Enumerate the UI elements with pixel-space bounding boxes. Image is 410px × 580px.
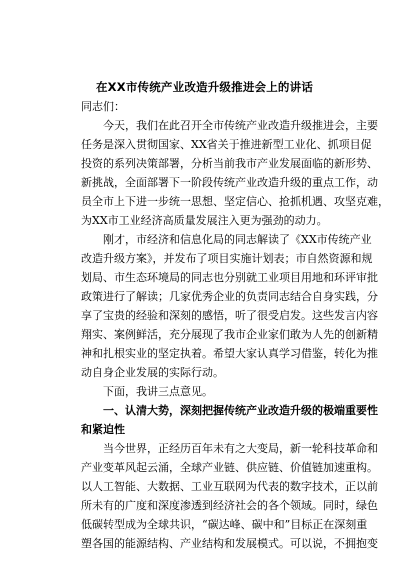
paragraph-line: 产业变革风起云涌，全球产业链、供应链、价值链加速重构。 <box>81 461 378 474</box>
paragraph-line: 享了宝贵的经验和深刻的感悟，听了很受启发。这些发言内容 <box>81 309 378 322</box>
paragraph-line: 改造升级方案》，并发布了项目实施计划表；市自然资源和规 <box>81 252 373 265</box>
paragraph-line: 划局、市生态环境局的同志也分别就工业项目用地和环评审批 <box>81 271 378 284</box>
paragraph-line: 当今世界，正经历百年未有之大变局，新一轮科技革命和 <box>103 442 378 455</box>
paragraph-line: 新挑战，全面部署下一阶段传统产业改造升级的重点工作，动 <box>81 176 378 189</box>
paragraph-line: 以人工智能、大数据、工业互联网为代表的数字技术，正以前 <box>81 480 378 493</box>
paragraph-line: 任务是深入贯彻国家、XX省关于推进新型工业化、抓项目促 <box>81 138 372 151</box>
section-heading <box>81 401 378 439</box>
paragraph-line: 投资的系列决策部署，分析当前我市产业发展面临的新形势、 <box>81 157 378 170</box>
paragraph-line: 今天，我们在此召开全市传统产业改造升级推进会，主要 <box>103 119 378 132</box>
paragraph-world-situation <box>81 439 378 553</box>
paragraph-line: 动自身企业发展的实际行动。 <box>81 366 224 379</box>
paragraph-line: 神和扎根实业的坚定执着。希望大家认真学习借鉴，转化为推 <box>81 347 378 360</box>
paragraph-opening <box>81 116 389 230</box>
document-title: 在XX市传统产业改造升级推进会上的讲话 <box>95 80 314 94</box>
paragraph-line: 所未有的广度和深度渗透到经济社会的各个领域。同时，绿色 <box>81 499 378 512</box>
paragraph-line: 为XX市工业经济高质量发展注入更为强劲的动力。 <box>81 214 328 227</box>
heading-line: 一、认清大势，深刻把握传统产业改造升级的极端重要性 <box>103 404 378 417</box>
paragraph-line: 下面，我讲三点意见。 <box>103 385 213 398</box>
paragraph-line: 翔实、案例鲜活，充分展现了我市企业家们敢为人先的创新精 <box>81 328 378 341</box>
paragraph-line: 塑各国的能源结构、产业结构和发展模式。可以说，不拥抱变 <box>81 537 378 550</box>
paragraph-line: 刚才，市经济和信息化局的同志解读了《XX市传统产业 <box>103 233 372 246</box>
paragraph-reports <box>81 230 378 382</box>
paragraph-line: 政策进行了解读；几家优秀企业的负责同志结合自身实践，分 <box>81 290 378 303</box>
paragraph-line: 员全市上下进一步统一思想、坚定信心、抢抓机遇、攻坚克难， <box>81 195 389 208</box>
heading-line: 和紧迫性 <box>81 423 125 436</box>
paragraph-transition <box>81 382 328 401</box>
salutation: 同志们： <box>81 100 125 113</box>
paragraph-line: 低碳转型成为全球共识，“碳达峰、碳中和”目标正在深刻重 <box>81 518 368 531</box>
